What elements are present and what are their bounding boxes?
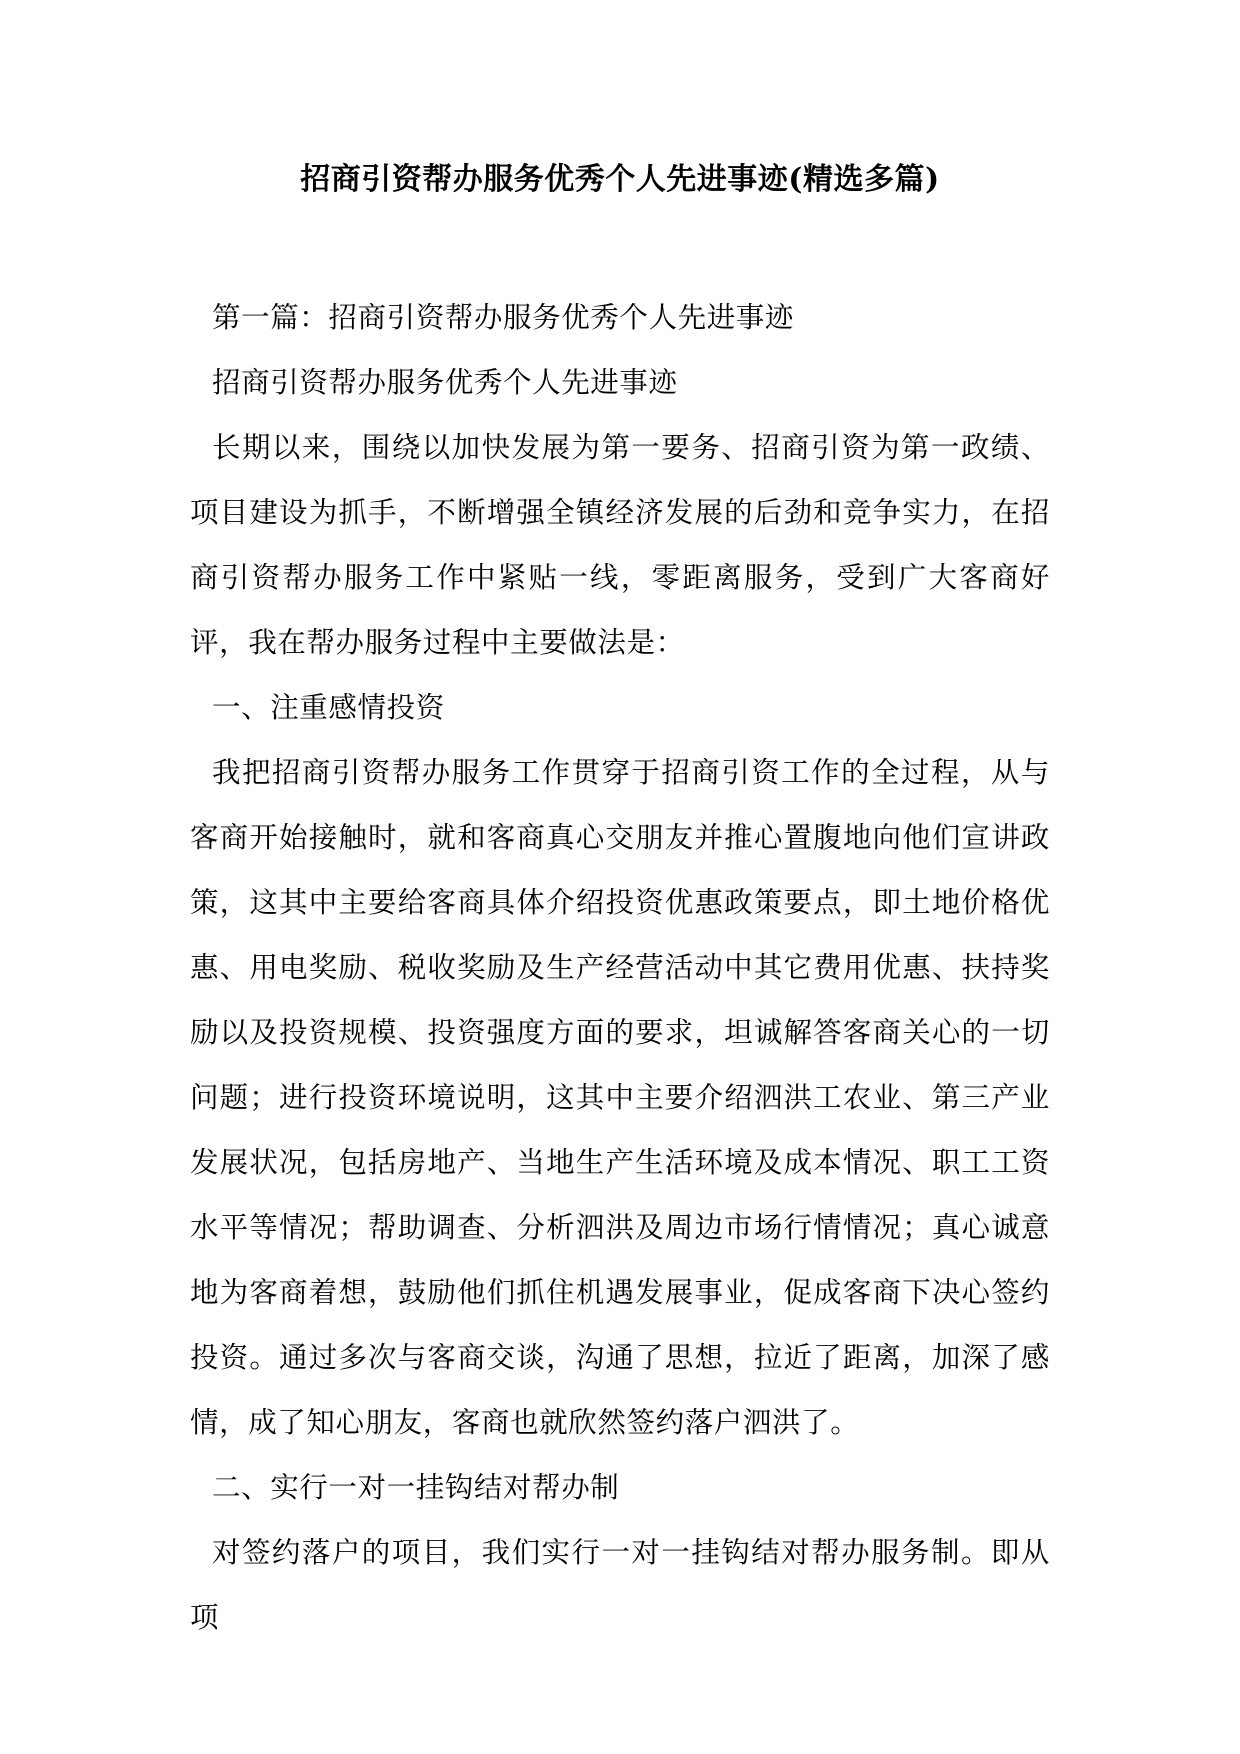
intro-paragraph: 长期以来，围绕以加快发展为第一要务、招商引资为第一政绩、项目建设为抓手，不断增强全镇经济发展的后劲和竞争实力，在招商引资帮办服务工作中紧贴一线，零距离服务，受到广大客商好评，我在帮办服务过程中主要做法是：: [190, 431, 1050, 659]
section-1-paragraph: 我把招商引资帮办服务工作贯穿于招商引资工作的全过程，从与客商开始接触时，就和客商真心交朋友并推心置腹地向他们宣讲政策，这其中主要给客商具体介绍投资优惠政策要点，即土地价格优惠、用电奖励、税收奖励及生产经营活动中其它费用优惠、扶持奖励以及投资规模、投资强度方面的要求，坦诚解答客商关心的一切问题；进行投资环境说明，这其中主要介绍泗洪工农业、第三产业发展状况，包括房地产、当地生产生活环境及成本情况、职工工资水平等情况；帮助调查、分析泗洪及周边市场行情情况；真心诚意地为客商着想，鼓励他们抓住机遇发展事业，促成客商下决心签约投资。通过多次与客商交谈，沟通了思想，拉近了距离，加深了感情，成了知心朋友，客商也就欣然签约落户泗洪了。: [190, 756, 1050, 1439]
chapter-heading: 第一篇：招商引资帮办服务优秀个人先进事迹: [212, 301, 795, 334]
document-body: [190, 285, 1050, 1650]
subtitle: 招商引资帮办服务优秀个人先进事迹: [212, 366, 678, 399]
section-1-heading: 一、注重感情投资: [212, 691, 445, 724]
document-title: 招商引资帮办服务优秀个人先进事迹(精选多篇): [300, 162, 940, 197]
section-2-paragraph: 对签约落户的项目，我们实行一对一挂钩结对帮办服务制。即从项: [190, 1536, 1050, 1634]
section-2-heading: 二、实行一对一挂钩结对帮办制: [212, 1471, 620, 1504]
